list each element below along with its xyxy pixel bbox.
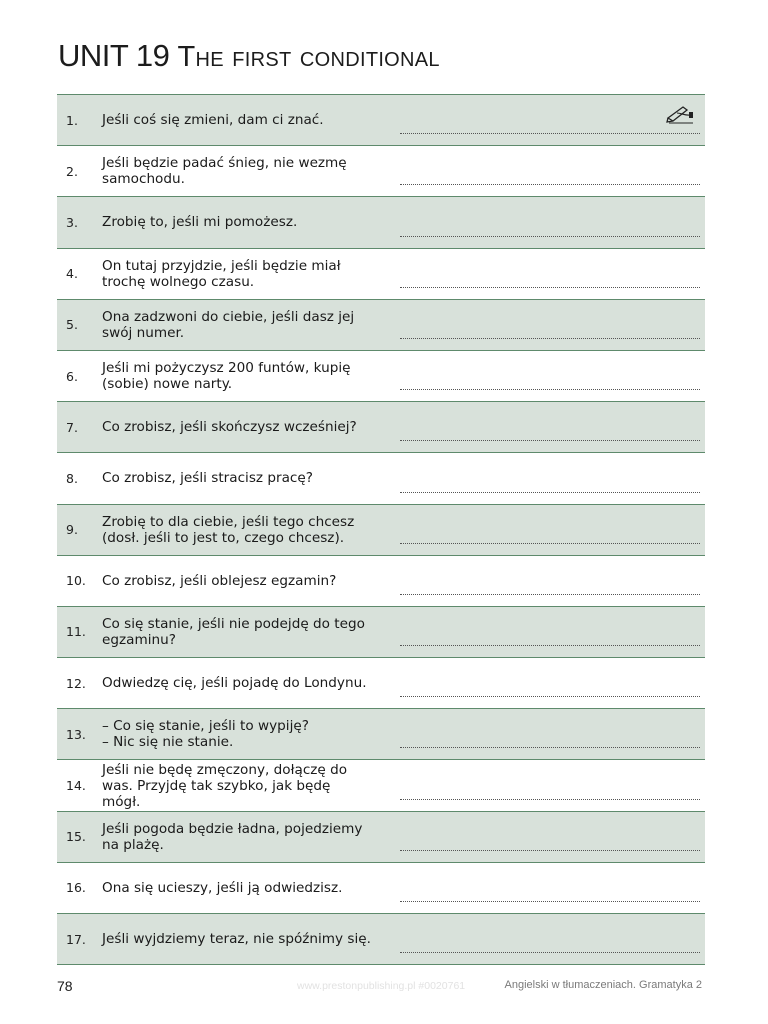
answer-line[interactable] <box>400 184 700 185</box>
answer-line[interactable] <box>400 645 700 646</box>
exercise-sentence: Odwiedzę cię, jeśli pojadę do Londynu. <box>102 675 367 692</box>
answer-line[interactable] <box>400 850 700 851</box>
exercise-row <box>57 658 705 709</box>
exercise-sentence: Ona zadzwoni do ciebie, jeśli dasz jej swój numer. <box>102 308 355 341</box>
exercise-sentence: Jeśli pogoda będzie ładna, pojedziemy na plażę. <box>102 820 363 853</box>
exercise-table <box>57 94 705 965</box>
exercise-row <box>57 863 705 914</box>
exercise-sentence: Ona się ucieszy, jeśli ją odwiedzisz. <box>102 879 343 896</box>
exercise-sentence: Jeśli będzie padać śnieg, nie wezmę samochodu. <box>102 155 347 188</box>
exercise-number: 1. <box>66 112 78 128</box>
exercise-sentence: – Co się stanie, jeśli to wypiję? – Nic się nie stanie. <box>102 718 309 751</box>
exercise-number: 9. <box>66 522 78 538</box>
page-title <box>58 38 440 74</box>
unit-label: UNIT 19 <box>58 38 170 73</box>
exercise-sentence: On tutaj przyjdzie, jeśli będzie miał trochę wolnego czasu. <box>102 257 341 290</box>
exercise-number: 14. <box>66 778 86 794</box>
exercise-row <box>57 709 705 760</box>
book-title: Angielski w tłumaczeniach. Gramatyka 2 <box>504 979 702 991</box>
answer-line[interactable] <box>400 236 700 237</box>
watermark: www.prestonpublishing.pl #0020761 <box>297 980 466 992</box>
exercise-sentence: Co zrobisz, jeśli oblejesz egzamin? <box>102 572 337 589</box>
exercise-number: 6. <box>66 368 78 384</box>
pen-writing-icon <box>665 104 695 124</box>
exercise-sentence: Jeśli wyjdziemy teraz, nie spóźnimy się. <box>102 931 371 948</box>
answer-line[interactable] <box>400 952 700 953</box>
exercise-row <box>57 914 705 965</box>
exercise-sentence: Jeśli nie będę zmęczony, dołączę do was. Przyjdę tak szybko, jak będę mógł. <box>102 761 348 810</box>
answer-line[interactable] <box>400 440 700 441</box>
answer-line[interactable] <box>400 799 700 800</box>
exercise-number: 10. <box>66 573 86 589</box>
answer-line[interactable] <box>400 492 700 493</box>
exercise-row <box>57 95 705 146</box>
answer-line[interactable] <box>400 543 700 544</box>
answer-line[interactable] <box>400 747 700 748</box>
answer-line[interactable] <box>400 594 700 595</box>
exercise-sentence: Co zrobisz, jeśli stracisz pracę? <box>102 470 313 487</box>
exercise-number: 5. <box>66 317 78 333</box>
exercise-number: 8. <box>66 470 78 486</box>
exercise-row <box>57 607 705 658</box>
exercise-row <box>57 300 705 351</box>
exercise-number: 11. <box>66 624 86 640</box>
exercise-row <box>57 351 705 402</box>
page-number: 78 <box>57 978 73 994</box>
answer-line[interactable] <box>400 901 700 902</box>
answer-line[interactable] <box>400 389 700 390</box>
exercise-row <box>57 812 705 863</box>
exercise-number: 7. <box>66 419 78 435</box>
exercise-row <box>57 402 705 453</box>
exercise-number: 2. <box>66 163 78 179</box>
exercise-sentence: Co się stanie, jeśli nie podejdę do tego egzaminu? <box>102 615 365 648</box>
exercise-number: 4. <box>66 266 78 282</box>
exercise-row <box>57 453 705 504</box>
exercise-row <box>57 760 705 811</box>
exercise-number: 16. <box>66 880 86 896</box>
exercise-number: 17. <box>66 931 86 947</box>
answer-line[interactable] <box>400 287 700 288</box>
exercise-number: 15. <box>66 829 86 845</box>
exercise-row <box>57 249 705 300</box>
exercise-sentence: Zrobię to, jeśli mi pomożesz. <box>102 214 298 231</box>
exercise-row <box>57 197 705 248</box>
exercise-number: 12. <box>66 675 86 691</box>
exercise-row <box>57 505 705 556</box>
answer-line[interactable] <box>400 338 700 339</box>
exercise-number: 3. <box>66 214 78 230</box>
exercise-sentence: Jeśli coś się zmieni, dam ci znać. <box>102 112 324 129</box>
answer-line[interactable] <box>400 133 700 134</box>
exercise-sentence: Zrobię to dla ciebie, jeśli tego chcesz (dosł. jeśli to jest to, czego chcesz). <box>102 513 355 546</box>
exercise-sentence: Co zrobisz, jeśli skończysz wcześniej? <box>102 419 357 436</box>
exercise-sentence: Jeśli mi pożyczysz 200 funtów, kupię (sobie) nowe narty. <box>102 360 351 393</box>
exercise-row <box>57 556 705 607</box>
answer-line[interactable] <box>400 696 700 697</box>
unit-topic: The first conditional <box>177 41 440 73</box>
exercise-number: 13. <box>66 726 86 742</box>
exercise-row <box>57 146 705 197</box>
